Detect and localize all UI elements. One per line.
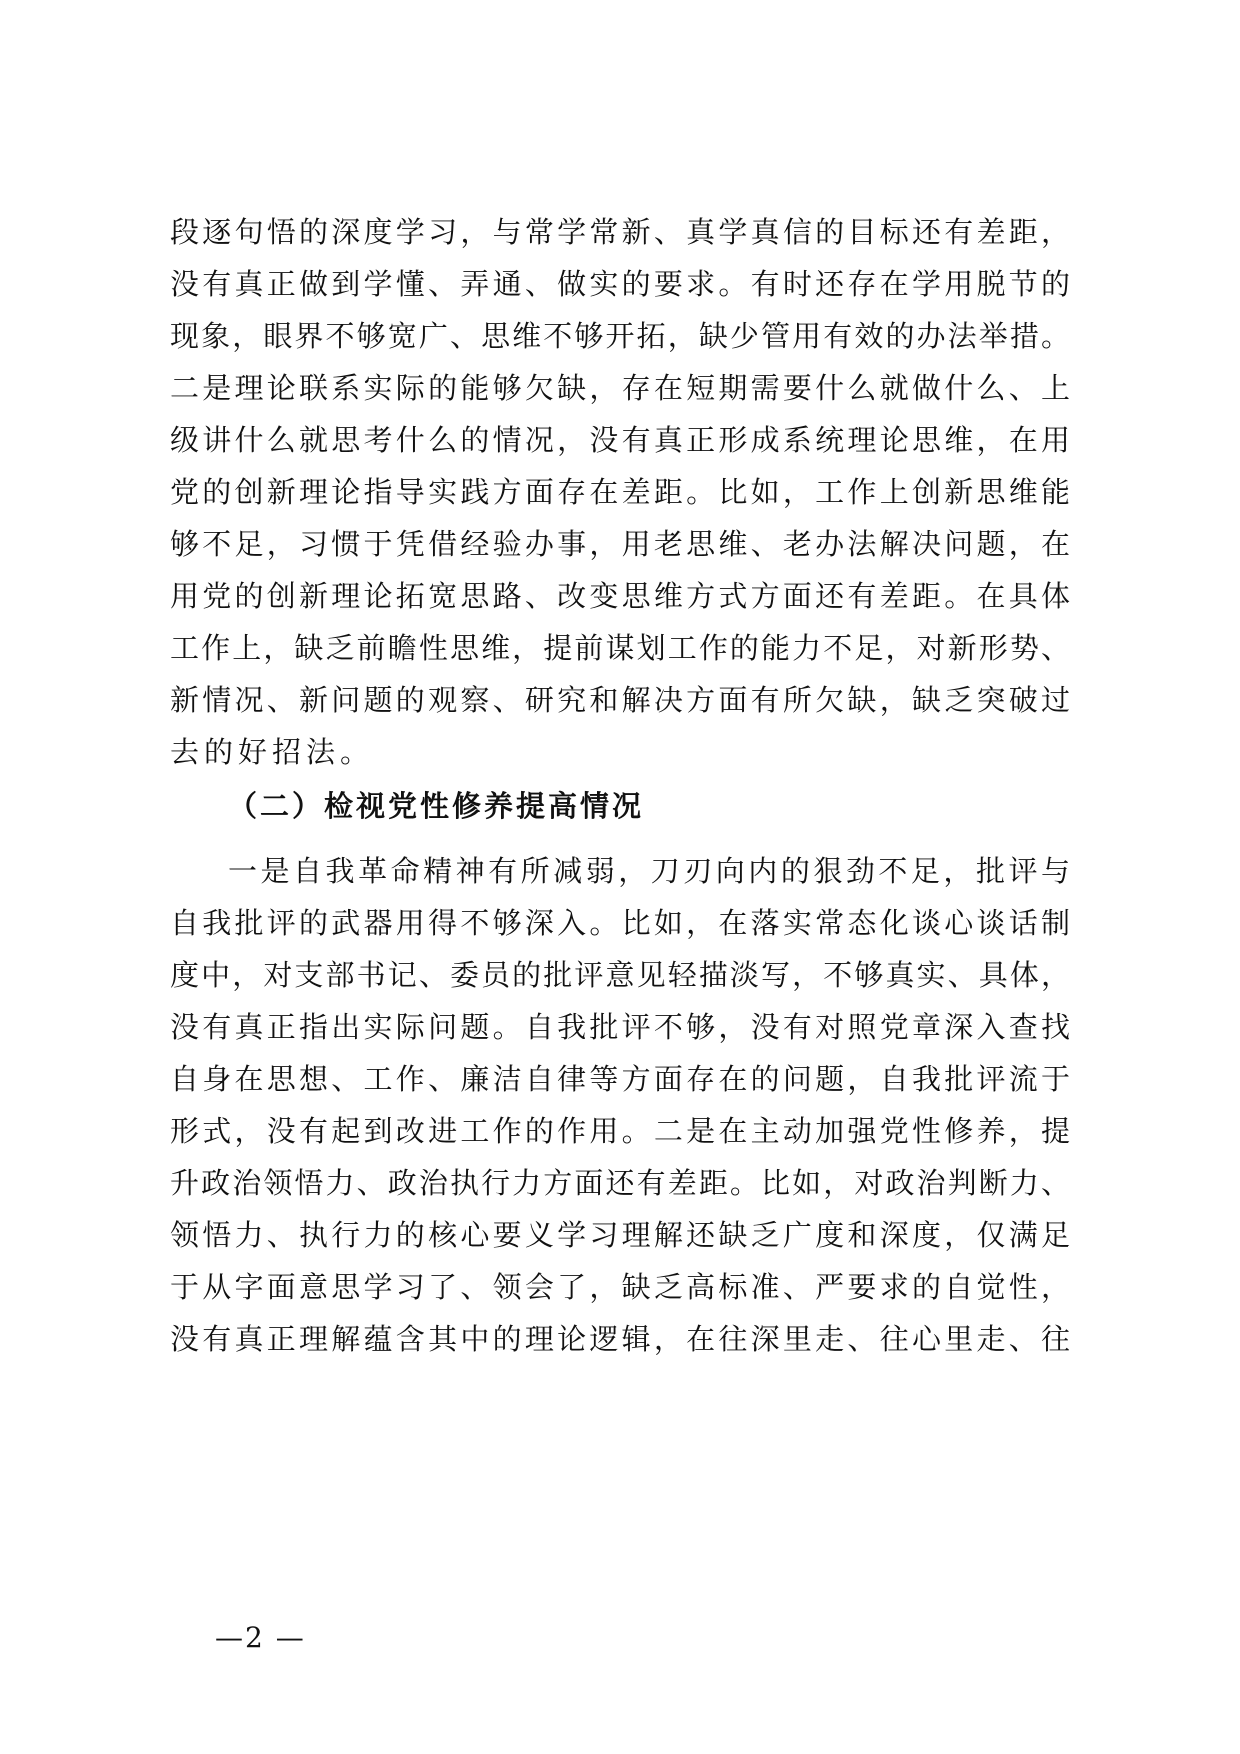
paragraph-1-line-11: 去的好招法。 <box>170 735 375 769</box>
paragraph-1-line-9: 工作上，缺乏前瞻性思维，提前谋划工作的能力不足，对新形势、 <box>170 631 1070 665</box>
paragraph-2-line-3: 度中，对支部书记、委员的批评意见轻描淡写，不够真实、具体， <box>170 958 1070 992</box>
paragraph-2-line-4: 没有真正指出实际问题。自我批评不够，没有对照党章深入查找 <box>170 1010 1070 1044</box>
paragraph-1-line-5: 级讲什么就思考什么的情况，没有真正形成系统理论思维，在用 <box>170 423 1070 457</box>
paragraph-2-line-7: 升政治领悟力、政治执行力方面还有差距。比如，对政治判断力、 <box>170 1166 1070 1200</box>
paragraph-1-line-10: 新情况、新问题的观察、研究和解决方面有所欠缺，缺乏突破过 <box>170 683 1070 717</box>
page-number: —2 — <box>215 1621 306 1654</box>
paragraph-1-line-7: 够不足，习惯于凭借经验办事，用老思维、老办法解决问题，在 <box>170 527 1070 561</box>
paragraph-1-line-8: 用党的创新理论拓宽思路、改变思维方式方面还有差距。在具体 <box>170 579 1070 613</box>
paragraph-2-line-8: 领悟力、执行力的核心要义学习理解还缺乏广度和深度，仅满足 <box>170 1218 1070 1252</box>
section-heading: （二）检视党性修养提高情况 <box>228 789 645 823</box>
paragraph-1-line-4: 二是理论联系实际的能够欠缺，存在短期需要什么就做什么、上 <box>170 371 1070 405</box>
paragraph-1-line-6: 党的创新理论指导实践方面存在差距。比如，工作上创新思维能 <box>170 475 1070 509</box>
paragraph-1-line-1: 段逐句悟的深度学习，与常学常新、真学真信的目标还有差距， <box>170 215 1070 249</box>
paragraph-2-line-5: 自身在思想、工作、廉洁自律等方面存在的问题，自我批评流于 <box>170 1062 1070 1096</box>
paragraph-2-line-6: 形式，没有起到改进工作的作用。二是在主动加强党性修养，提 <box>170 1114 1070 1148</box>
paragraph-2-line-1: 一是自我革命精神有所减弱，刀刃向内的狠劲不足，批评与 <box>228 854 1070 888</box>
paragraph-2-line-2: 自我批评的武器用得不够深入。比如，在落实常态化谈心谈话制 <box>170 906 1070 940</box>
paragraph-2-line-10: 没有真正理解蕴含其中的理论逻辑，在往深里走、往心里走、往 <box>170 1322 1070 1356</box>
paragraph-2-line-9: 于从字面意思学习了、领会了，缺乏高标准、严要求的自觉性， <box>170 1270 1070 1304</box>
paragraph-1-line-3: 现象，眼界不够宽广、思维不够开拓，缺少管用有效的办法举措。 <box>170 319 1070 353</box>
paragraph-1-line-2: 没有真正做到学懂、弄通、做实的要求。有时还存在学用脱节的 <box>170 267 1070 301</box>
